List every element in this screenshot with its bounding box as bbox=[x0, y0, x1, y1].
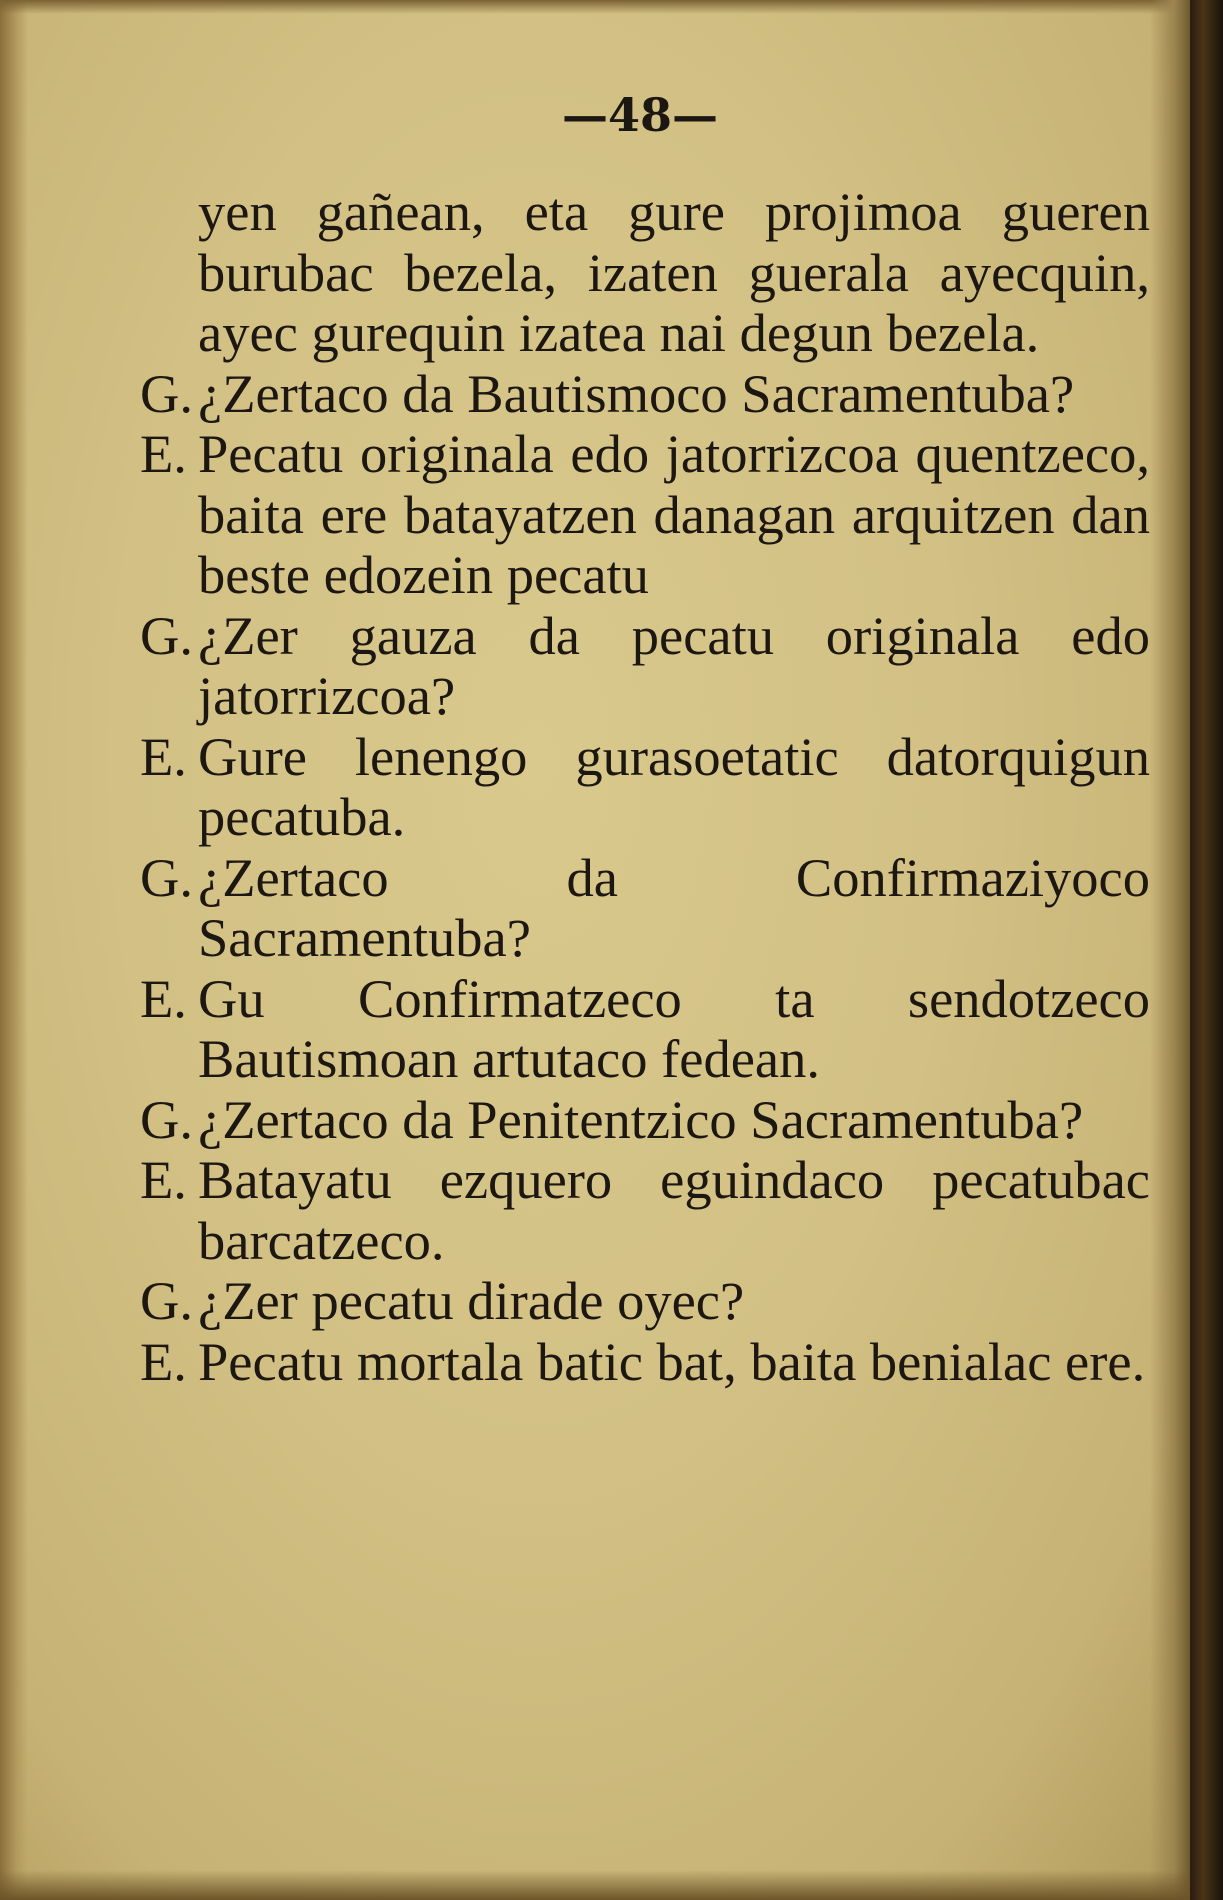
book-spine bbox=[1190, 0, 1223, 1900]
question-entry bbox=[140, 1090, 1150, 1151]
entry-text: Batayatu ezquero eguindaco pecatubac barcatzeco. bbox=[198, 1149, 1150, 1271]
entry-text: Gu Confirmatzeco ta sendotzeco Bautismoan artutaco fedean. bbox=[198, 967, 1150, 1089]
question-entry bbox=[140, 848, 1150, 969]
speaker-label: E. bbox=[140, 1330, 187, 1392]
entry-text: Pecatu originala edo jatorrizcoa quentzeco, baita ere batayatzen danagan arquitzen dan beste edozein pecatu bbox=[198, 423, 1150, 605]
speaker-label: E. bbox=[140, 1149, 187, 1210]
speaker-label: G. bbox=[140, 846, 193, 908]
entry-text: Gure lenengo gurasoetatic datorquigun pecatuba. bbox=[198, 725, 1150, 847]
answer-entry bbox=[140, 1332, 1150, 1393]
speaker-label: E. bbox=[140, 725, 187, 787]
page-edge-left bbox=[0, 0, 28, 1900]
page-edge-bottom bbox=[0, 1870, 1190, 1900]
catechism-text bbox=[140, 182, 1150, 1392]
entry-text: Pecatu mortala batic bat, baita benialac ere. bbox=[198, 1330, 1146, 1392]
speaker-label: E. bbox=[140, 967, 187, 1029]
entry-text: ¿Zer pecatu dirade oyec? bbox=[198, 1270, 745, 1331]
answer-entry bbox=[140, 424, 1150, 606]
answer-entry bbox=[140, 1150, 1150, 1271]
page-edge-right bbox=[1150, 0, 1190, 1900]
speaker-label: G. bbox=[140, 1088, 193, 1150]
speaker-label: G. bbox=[140, 362, 193, 424]
entry-text: ¿Zertaco da Bautismoco Sacramentuba? bbox=[198, 362, 1075, 424]
entry-text: ¿Zertaco da Penitentzico Sacramentuba? bbox=[198, 1088, 1084, 1150]
answer-entry bbox=[140, 727, 1150, 848]
speaker-label: G. bbox=[140, 1270, 193, 1331]
question-entry bbox=[140, 1271, 1150, 1332]
speaker-label: G. bbox=[140, 604, 193, 666]
answer-entry bbox=[140, 969, 1150, 1090]
text-continuation bbox=[140, 182, 1150, 364]
entry-text: ¿Zertaco da Confirmaziyoco Sacramentuba? bbox=[198, 846, 1150, 968]
entry-text: ¿Zer gauza da pecatu originala edo jatorrizcoa? bbox=[198, 604, 1150, 726]
question-entry bbox=[140, 606, 1150, 727]
speaker-label: E. bbox=[140, 423, 187, 484]
page-number: —48— bbox=[561, 88, 718, 142]
page-edge-top bbox=[0, 0, 1190, 14]
entry-text: yen gañean, eta gure projimoa gueren burubac bezela, izaten guerala ayecquin, ayec gurequin izatea nai degun bezela. bbox=[198, 181, 1150, 363]
question-entry bbox=[140, 364, 1150, 425]
